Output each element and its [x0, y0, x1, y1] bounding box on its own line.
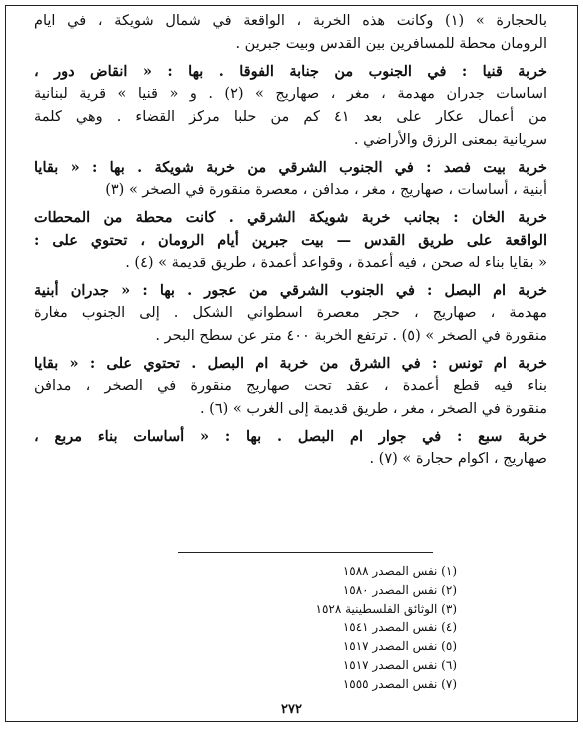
- entry-0-line-1: الرومان محطة للمسافرين بين القدس وبيت جبرين .: [235, 36, 547, 52]
- entry-4-line-1: مهدمة ، صهاريج ، حجر معصرة اسطواني الشكل . إلى الجنوب مغارة: [34, 305, 547, 321]
- footnote-6: (٦) نفس المصدر ١٥١٧: [342, 657, 457, 672]
- footnote-2: (٢) نفس المصدر ١٥٨٠: [342, 582, 457, 597]
- entry-khirbet-umm-al-basal-heading-line: خربة ام البصل : في الجنوب الشرقي من عجور . بها : « جدران أبنية: [34, 282, 547, 299]
- footnotes: [316, 562, 457, 694]
- page-number: ٢٧٢: [281, 702, 302, 717]
- footnote-divider: [178, 552, 433, 553]
- entry-4-line-2: منقورة في الصخر » (٥) . ترتفع الخربة ٤٠٠ متر عن سطح البحر .: [155, 328, 547, 344]
- footnote-7: (٧) نفس المصدر ١٥٥٥: [342, 676, 457, 691]
- entry-khirbet-al-khan-heading-line: خربة الخان : بجانب خربة شويكة الشرقي . كانت محطة من المحطات: [34, 209, 547, 226]
- body-text: [34, 10, 547, 471]
- entry-1-line-2: من أعمال عكار على بعد ٤١ كم من حلبا مركز القضاء . وهي كلمة: [34, 109, 547, 125]
- entry-3-line-2: « بقايا بناء له صحن ، فيه أعمدة ، وقواعد أعمدة ، طريق قديمة » (٤) .: [125, 255, 547, 271]
- entry-1-line-1: اساسات جدران مهدمة ، مغر ، صهاريج » (٢) . و « قنيا » قرية لبنانية: [34, 86, 547, 102]
- entry-1-line-3: سريانية بمعنى الرزق والأراضي .: [353, 132, 547, 148]
- entry-khirbet-beit-fasad-heading-line: خربة بيت فصد : في الجنوب الشرقي من خربة شويكة . بها : « بقايا: [34, 159, 547, 176]
- entry-0-line-0: بالحجارة » (١) وكانت هذه الخربة ، الواقعة في شمال شويكة ، في ايام: [34, 13, 547, 29]
- entry-6-line-1: صهاريج ، اكوام حجارة » (٧) .: [369, 451, 547, 467]
- footnote-3: (٣) الوثائق الفلسطينية ١٥٢٨: [315, 601, 457, 616]
- entry-3-line-1: الواقعة على طريق القدس — بيت جبرين أيام الرومان ، تحتوي على :: [34, 232, 547, 249]
- entry-2-line-1: أبنية ، أساسات ، صهاريج ، مغر ، مدافن ، معصرة منقورة في الصخر » (٣): [105, 182, 547, 198]
- entry-khirbet-umm-tunis-heading-line: خربة ام تونس : في الشرق من خربة ام البصل . تحتوي على : « بقايا: [34, 355, 547, 372]
- footnote-5: (٥) نفس المصدر ١٥١٧: [342, 639, 457, 654]
- footnote-1: (١) نفس المصدر ١٥٨٨: [342, 564, 457, 578]
- document-page: [5, 5, 578, 722]
- entry-khirbet-saba-heading-line: خربة سبع : في جوار ام البصل . بها : « أساسات بناء مربع ،: [34, 428, 547, 445]
- footnote-4: (٤) نفس المصدر ١٥٤١: [342, 620, 457, 635]
- entry-5-line-1: بناء فيه قطع أعمدة ، عقد تحت صهاريج منقورة في الصخر ، مدافن: [34, 378, 547, 394]
- entry-5-line-2: منقورة في الصخر ، مغر ، طريق قديمة إلى الغرب » (٦) .: [199, 401, 547, 417]
- entry-khirbet-qanya-heading-line: خربة قنيا : في الجنوب من جنابة الفوقا . بها : « انقاض دور ،: [34, 63, 547, 80]
